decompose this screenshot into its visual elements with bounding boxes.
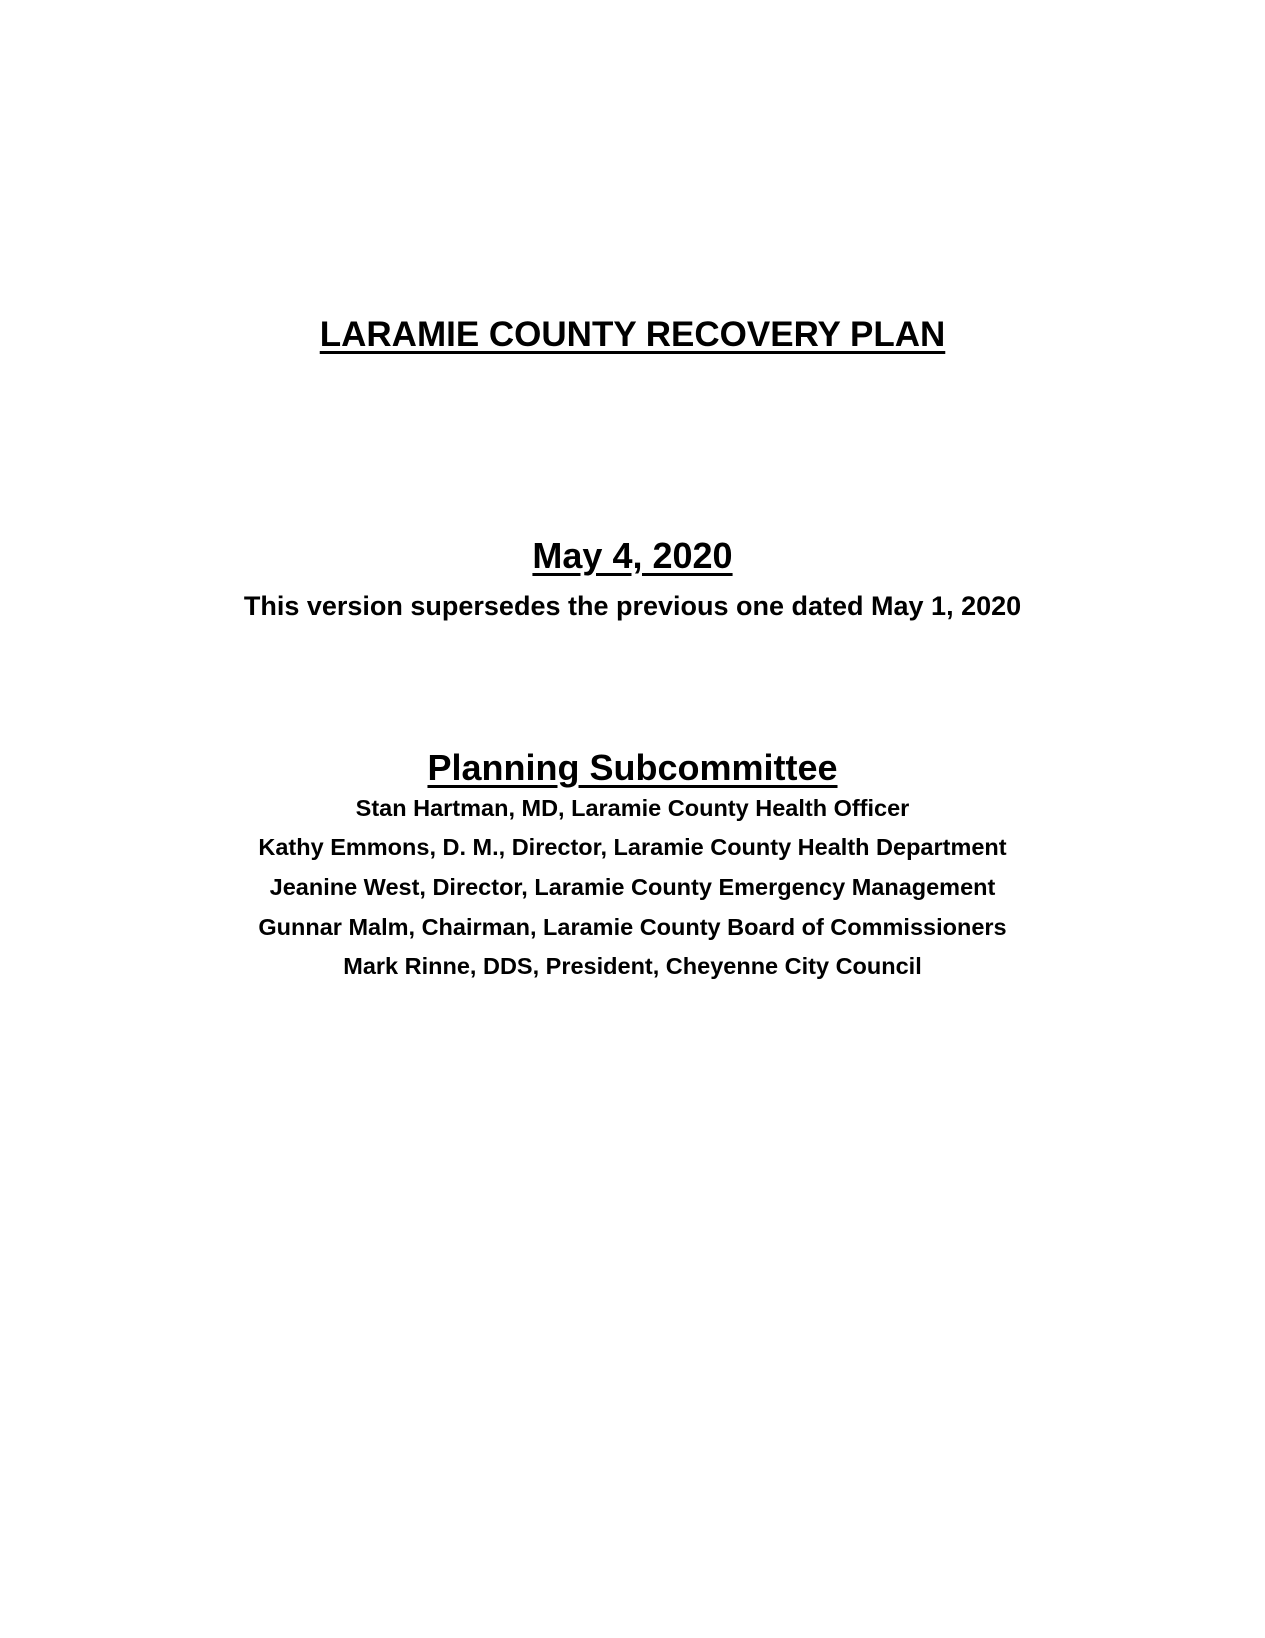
document-title: LARAMIE COUNTY RECOVERY PLAN [319,315,946,354]
committee-heading: Planning Subcommittee [427,747,838,788]
supersedes-note: This version supersedes the previous one dated May 1, 2020 [243,591,1022,621]
committee-member: Jeanine West, Director, Laramie County Emergency Management [269,874,996,900]
committee-member: Stan Hartman, MD, Laramie County Health Officer [355,795,910,821]
document-date: May 4, 2020 [532,535,733,576]
committee-member: Gunnar Malm, Chairman, Laramie County Board of Commissioners [258,914,1007,940]
committee-member: Kathy Emmons, D. M., Director, Laramie County Health Department [258,834,1007,860]
committee-member: Mark Rinne, DDS, President, Cheyenne City Council [343,953,922,979]
